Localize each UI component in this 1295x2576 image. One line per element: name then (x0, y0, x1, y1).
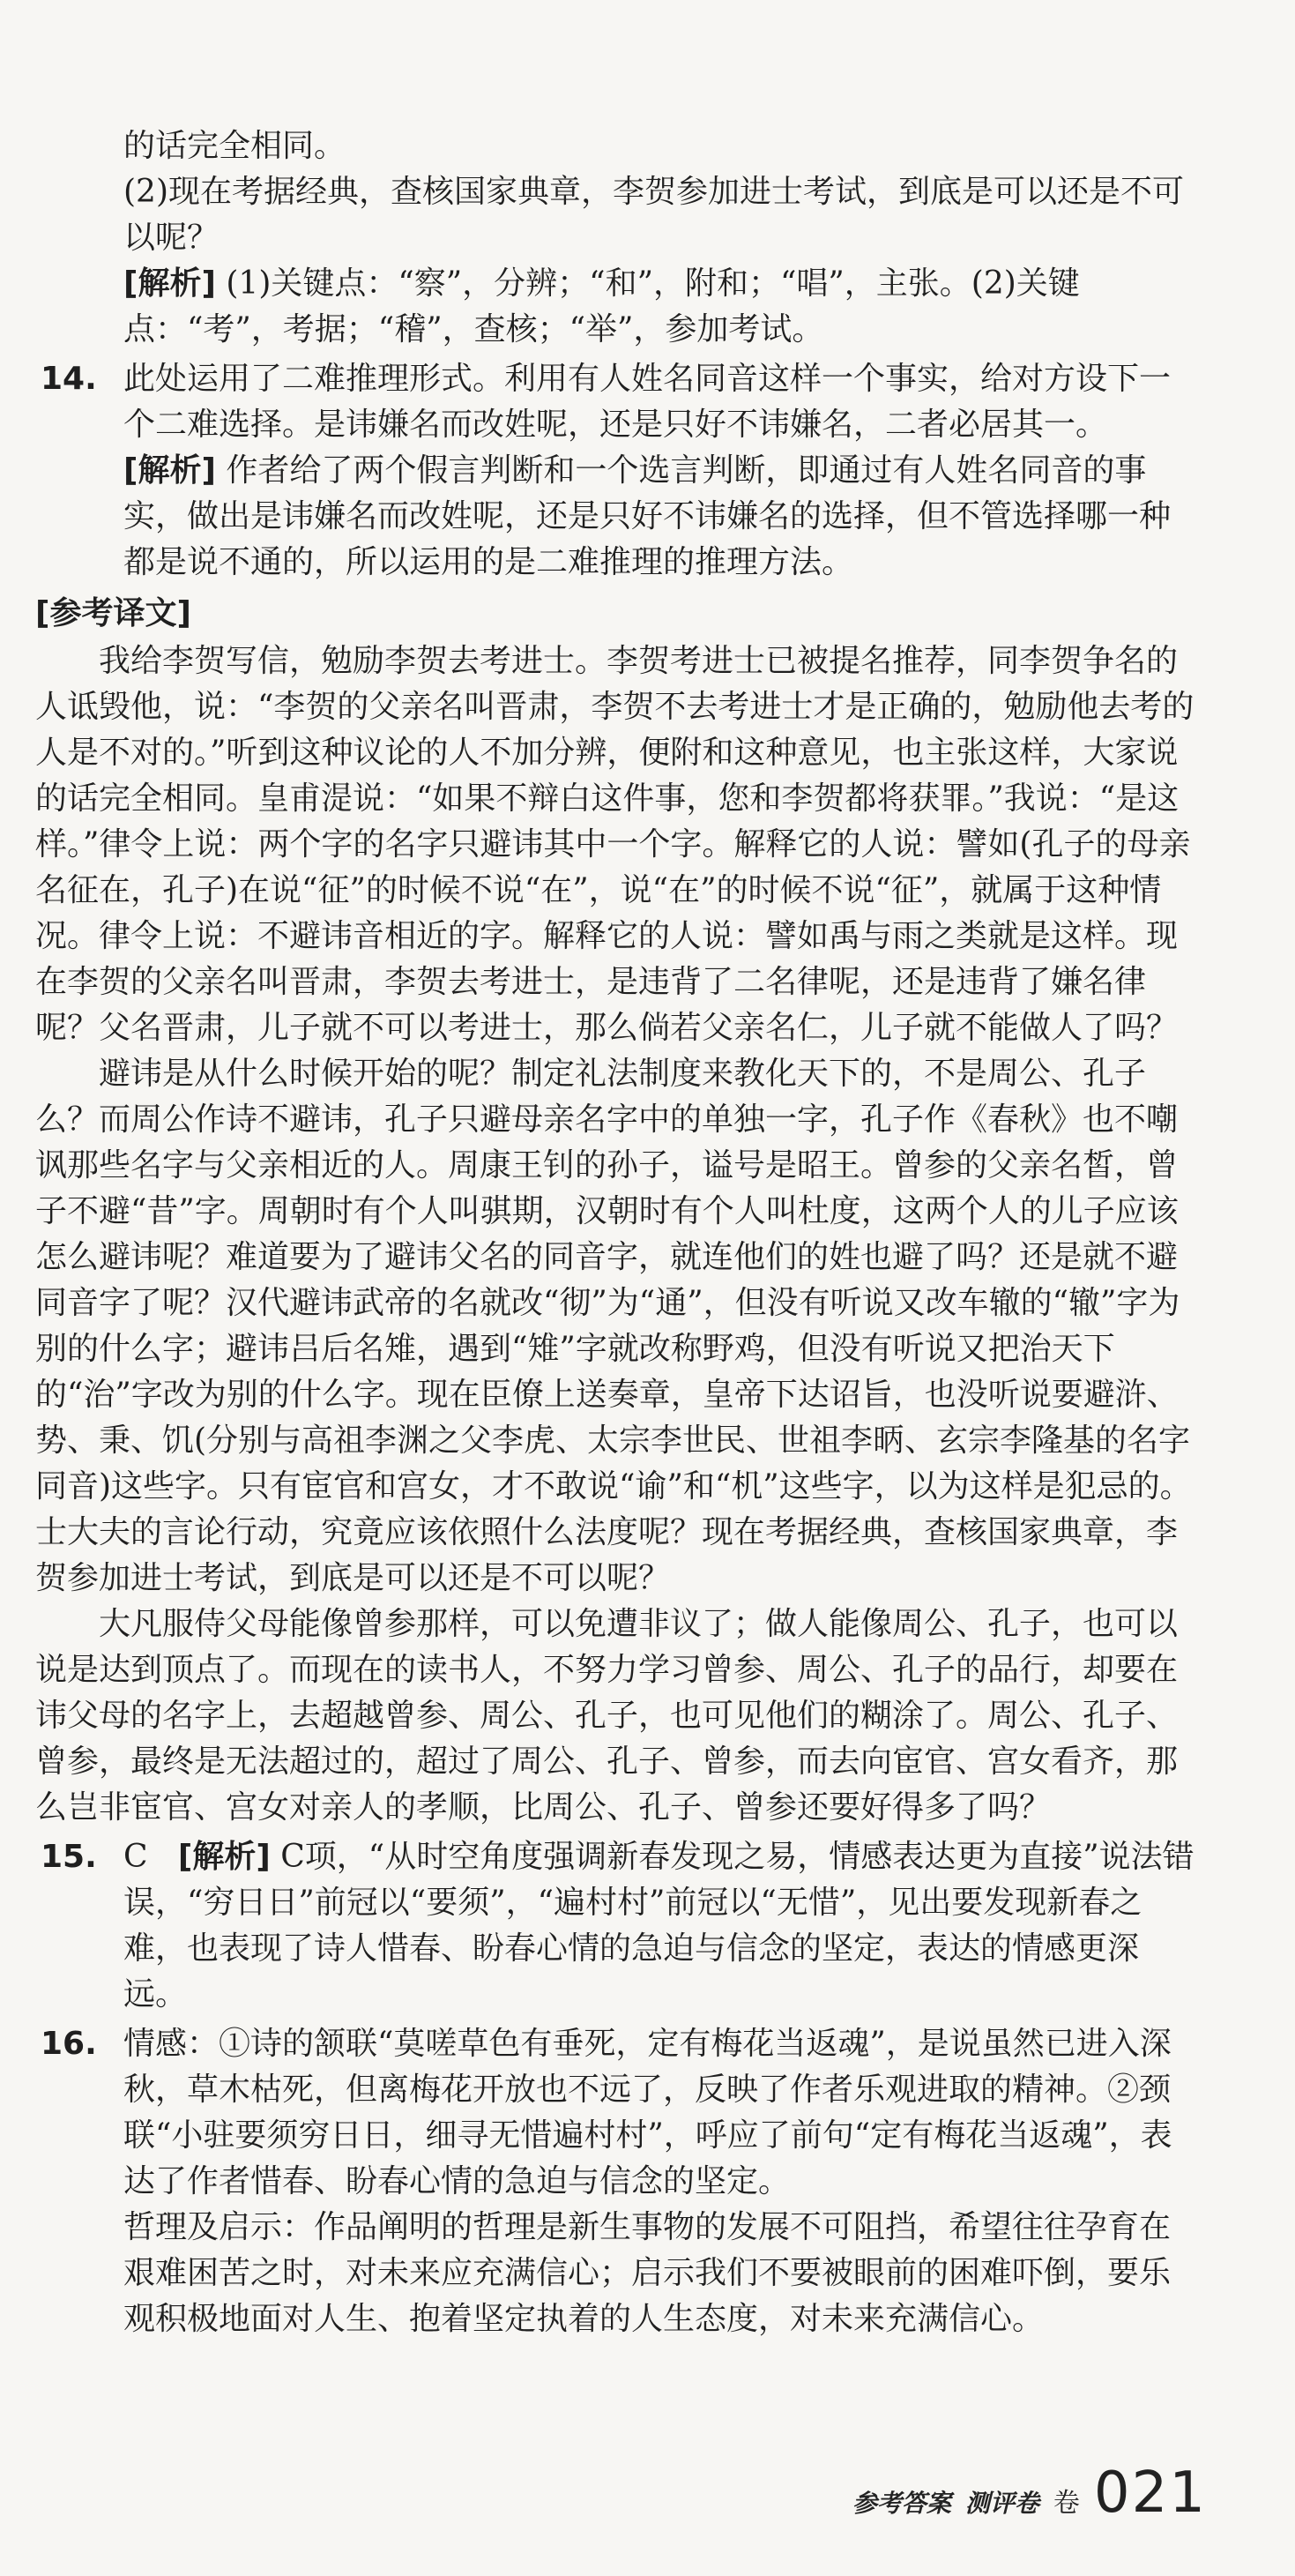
q13-analysis-label: [解析] (123, 265, 216, 302)
q15-analysis-text: C项，“从时空角度强调新春发现之易，情感表达更为直接”说法错误，“穷日日”前冠以“要须”，“遍村村”前冠以“无惜”，见出要发现新春之难，也表现了诗人惜春、盼春心情的急迫与信念的坚定，表达的情感更深远。 (123, 1839, 1195, 2012)
translation-paragraph-1: 我给李贺写信，勉励李贺去考进士。李贺考进士已被提名推荐，同李贺争名的人诋毁他，说：“李贺的父亲名叫晋肃，李贺不去考进士才是正确的，勉励他去考的人是不对的。”听到这种议论的人不加分辨，便附和这种意见，也主张这样，大家说的话完全相同。皇甫湜说：“如果不辩白这件事，您和李贺都将获罪。”我说：“是这样。”律令上说：两个字的名字只避讳其中一个字。解释它的人说：譬如(孔子的母亲名征在，孔子)在说“征”的时候不说“在”，说“在”的时候不说“征”，就属于这种情况。律令上说：不避讳音相近的字。解释它的人说：譬如禹与雨之类就是这样。现在李贺的父亲名叫晋肃，李贺去考进士，是违背了二名律呢，还是违背了嫌名律呢？父名晋肃，儿子就不可以考进士，那么倘若父亲名仁，儿子就不能做人了吗？ (35, 643, 1195, 1046)
q13-analysis-text: (1)关键点：“察”，分辨；“和”，附和；“唱”，主张。(2)关键点：“考”，考据；“稽”，查核；“举”，参加考试。 (123, 265, 1080, 347)
q15-analysis-label: [解析] (177, 1839, 271, 1875)
footer-label-test: 测评卷 (964, 2489, 1039, 2518)
q14-analysis-text: 作者给了两个假言判断和一个选言判断，即通过有人姓名同音的事实，做出是讳嫌名而改姓呢，还是只好不讳嫌名的选择，但不管选择哪一种都是说不通的，所以运用的是二难推理的推理方法。 (123, 452, 1172, 580)
footer-volume: 卷 (1053, 2488, 1080, 2519)
q13-analysis (35, 261, 1199, 353)
q14-number: 14. (41, 361, 97, 397)
translation-title: [参考译文] (35, 595, 191, 631)
q14-block (35, 356, 1199, 586)
q15-body (123, 1834, 1199, 2018)
q14-answer: 此处运用了二难推理形式。利用有人姓名同音这样一个事实，给对方设下一个二难选择。是讳嫌名而改姓呢，还是只好不讳嫌名，二者必居其一。 (123, 361, 1172, 443)
q16-number: 16. (41, 2026, 97, 2062)
answer-content (35, 123, 1199, 2342)
q15-block (35, 1834, 1199, 2018)
page-footer (852, 2460, 1207, 2526)
translation-paragraph-3: 大凡服侍父母能像曾参那样，可以免遭非议了；做人能像周公、孔子，也可以说是达到顶点了。而现在的读书人，不努力学习曾参、周公、孔子的品行，却要在讳父母的名字上，去超越曾参、周公、孔子，也可见他们的糊涂了。周公、孔子、曾参，最终是无法超过的，超过了周公、孔子、曾参，而去向宦官、宫女看齐，那么岂非宦官、宫女对亲人的孝顺，比周公、孔子、曾参还要好得多了吗？ (35, 1606, 1179, 1826)
page-number: 021 (1093, 2460, 1207, 2526)
footer-label-answers: 参考答案 (852, 2489, 951, 2518)
q15-choice: C (123, 1839, 148, 1875)
q13-cont-line: 的话完全相同。 (123, 128, 346, 164)
q16-philosophy: 哲理及启示：作品阐明的哲理是新生事物的发展不可阻挡，希望往往孕育在艰难困苦之时，对未来应充满信心；启示我们不要被眼前的困难吓倒，要乐观积极地面对人生、抱着坚定执着的人生态度，对未来充满信心。 (123, 2209, 1172, 2337)
q16-block (35, 2021, 1199, 2342)
q13-translation-2: (2)现在考据经典，查核国家典章，李贺参加进士考试，到底是可以还是不可以呢？ (123, 174, 1184, 256)
q14-analysis-label: [解析] (123, 452, 216, 489)
q15-number: 15. (41, 1839, 97, 1875)
q14-analysis (123, 448, 1199, 586)
translation-paragraph-2: 避讳是从什么时候开始的呢？制定礼法制度来教化天下的，不是周公、孔子么？而周公作诗不避讳，孔子只避母亲名字中的单独一字，孔子作《春秋》也不嘲讽那些名字与父亲相近的人。周康王钊的孙子，谥号是昭王。曾参的父亲名皙，曾子不避“昔”字。周朝时有个人叫骐期，汉朝时有个人叫杜度，这两个人的儿子应该怎么避讳呢？难道要为了避讳父名的同音字，就连他们的姓也避了吗？还是就不避同音字了呢？汉代避讳武帝的名就改“彻”为“通”，但没有听说又改车辙的“辙”字为别的什么字；避讳吕后名雉，遇到“雉”字就改称野鸡，但没有听说又把治天下的“治”字改为别的什么字。现在臣僚上送奏章，皇帝下达诏旨，也没听说要避浒、势、秉、饥(分别与高祖李渊之父李虎、太宗李世民、世祖李昞、玄宗李隆基的名字同音)这些字。只有宦官和宫女，才不敢说“谕”和“机”这些字，以为这样是犯忌的。士大夫的言论行动，究竟应该依照什么法度呢？现在考据经典，查核国家典章，李贺参加进士考试，到底是可以还是不可以呢？ (35, 1056, 1192, 1596)
q16-emotion: 情感：①诗的颔联“莫嗟草色有垂死，定有梅花当返魂”，是说虽然已进入深秋，草木枯死，但离梅花开放也不远了，反映了作者乐观进取的精神。②颈联“小驻要须穷日日，细寻无惜遍村村”，呼应了前句“定有梅花当返魂”，表达了作者惜春、盼春心情的急迫与信念的坚定。 (123, 2026, 1172, 2199)
